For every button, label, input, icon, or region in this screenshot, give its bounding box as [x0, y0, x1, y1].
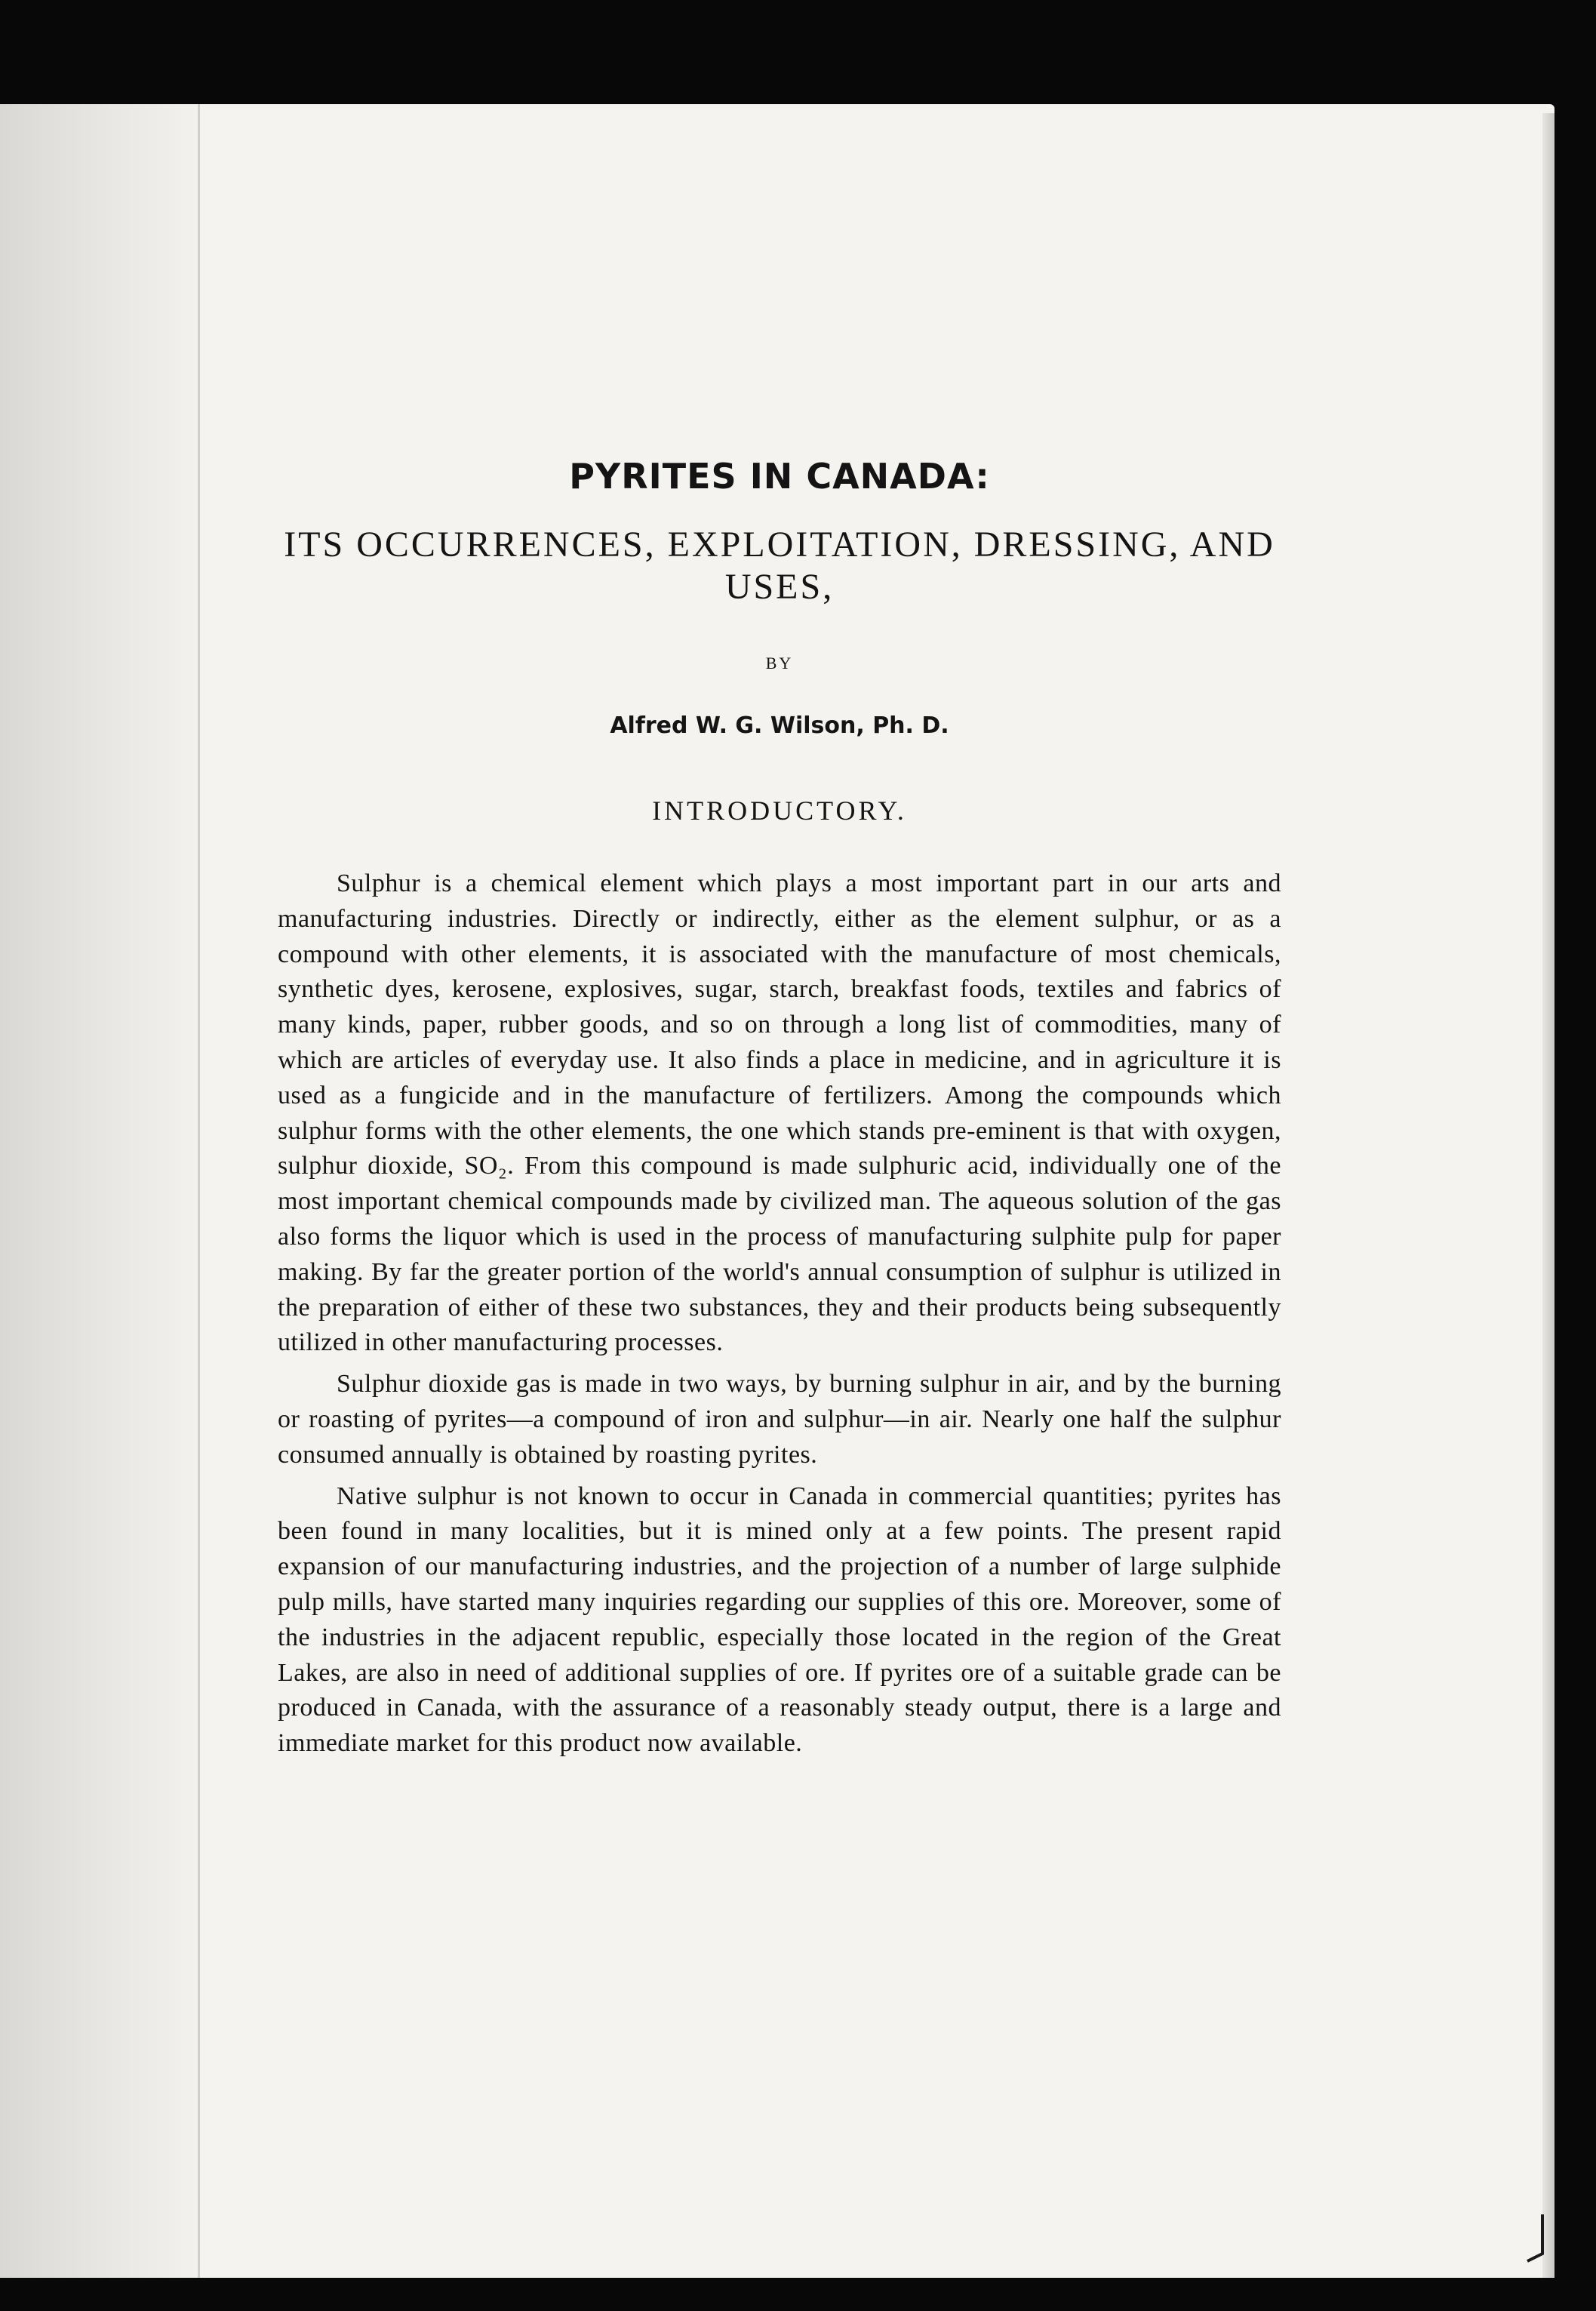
body-text [278, 866, 1281, 1762]
page-edge [1542, 113, 1554, 2278]
author-name: Alfred W. G. Wilson, Ph. D. [610, 712, 949, 739]
document-title: PYRITES IN CANADA: [569, 456, 990, 497]
paragraph: Sulphur dioxide gas is made in two ways, by burning sulphur in air, and by the burning or roasting of pyrites—a compound of iron and sulphur—in air. Nearly one half the sulphur consumed annually is obtained by roasting pyrites. [278, 1370, 1281, 1469]
document-subtitle: ITS OCCURRENCES, EXPLOITATION, DRESSING, AND USES, [284, 525, 1275, 607]
page-content [278, 445, 1281, 1768]
byline-label: BY [765, 654, 794, 672]
section-heading: INTRODUCTORY. [652, 795, 907, 826]
gutter-line [198, 104, 200, 2278]
paragraph: Sulphur is a chemical element which plays a most important part in our arts and manufacturing industries. Directly or indirectly, either as the element sulphur, or as a compound with other elements, it is associated with the manufacture of most chemicals, synthetic dyes, kerosene, explosives, sugar, starch, breakfast foods, textiles and fabrics of many kinds, paper, rubber goods, and so on through a long list of commodities, many of which are articles of everyday use. It also finds a place in medicine, and in agriculture it is used as a fungicide and in the manufacture of fertilizers. Among the compounds which sulphur forms with the other elements, the one which stands pre-eminent is that with oxygen, sulphur dioxide, SO₂. From this compound is made sulphuric acid, individually one of the most important chemical compounds made by civilized man. The aqueous solution of the gas also forms the liquor which is used in the process of manufacturing sulphite pulp for paper making. By far the greater portion of the world's annual consumption of sulphur is utilized in the preparation of either of these two substances, they and their products being subsequently utilized in other manufacturing processes. [278, 869, 1281, 1357]
page-corner-mark [1524, 2211, 1547, 2264]
binding-gutter [0, 104, 196, 2278]
paragraph: Native sulphur is not known to occur in Canada in commercial quantities; pyrites has been found in many localities, but it is mined only at a few points. The present rapid expansion of our manufacturing industries, and the projection of a number of large sulphide pulp mills, have started many inquiries regarding our supplies of this ore. Moreover, some of the industries in the adjacent republic, especially those located in the region of the Great Lakes, are also in need of additional supplies of ore. If pyrites ore of a suitable grade can be produced in Canada, with the assurance of a reasonably steady output, there is a large and immediate market for this product now available. [278, 1482, 1281, 1758]
